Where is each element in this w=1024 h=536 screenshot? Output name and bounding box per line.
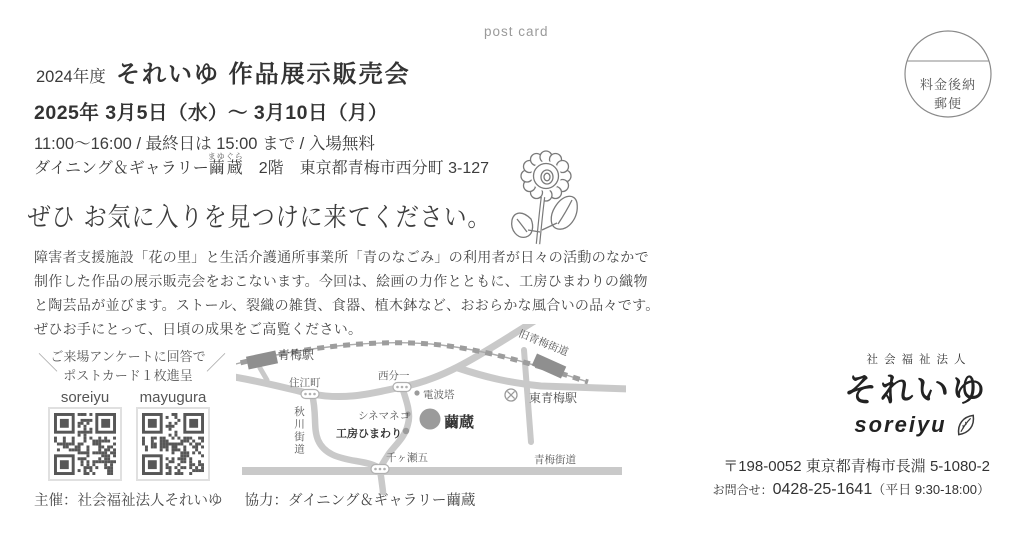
qr-code-soreiyu [48,407,122,481]
credit-cooperation: 協力：ダイニング＆ギャラリー繭蔵 [244,493,476,509]
stamp-text-line2: 郵便 [933,96,963,111]
kobo-himawari-dot [403,428,409,434]
venue-address: 2階 東京都青梅市西分町 3-127 [242,160,490,177]
access-map [236,324,626,500]
map-label-nishibun: 西分一 [378,370,410,382]
paragraph-line: と陶芸品が並びます。ストール、裂織の雑貨、食器、植木鉢など、おおらかな風合いの品々です。 [34,297,660,313]
org-contact-line [713,479,990,499]
stamp-text-line1: 料金後納 [919,77,977,92]
org-romaji-row [841,412,991,438]
venue-gallery-name: ダイニング＆ギャラリー [34,160,209,177]
org-address: 〒198-0052 東京都青梅市長淵 5-1080-2 [723,458,990,475]
venue-furigana: まゆぐら [207,152,244,161]
event-year-label: 2024年度 [36,68,106,86]
ome-station-marker [246,351,278,370]
handwritten-invitation: ぜひ お気に入りを見つけに来てください。 [26,202,493,233]
credit-host: 主催：社会福祉法人それいゆ [34,493,223,509]
sunflower-illustration [506,140,582,250]
map-label-chigase5: 千ヶ瀬五 [386,452,428,464]
event-title: それいゆ 作品展示販売会 [116,61,411,88]
road-east [458,368,626,389]
contact-phone: 0428-25-1641 [772,481,873,498]
dempato-dot [414,390,419,395]
contact-hours: （平日 9:30-18:00） [872,482,990,497]
sunflower-center-inner [544,173,550,181]
event-date-line: 2025年 3月5日（水）～ 3月10日（月） [34,102,388,124]
paragraph-line: ぜひお手にとって、日頃の成果をご高覧ください。 [34,321,363,337]
leaf-icon [954,413,978,437]
mayugura-marker [420,409,441,430]
qr-code-mayugura [136,407,210,481]
survey-note [49,347,207,385]
org-type-label: 社会福祉法人 [866,354,972,366]
venue-kanji: 繭蔵 [207,160,244,177]
qr-label-soreiyu: soreiyu [60,389,110,406]
org-name: それいゆ [844,371,988,408]
event-time-line: 11:00～16:00 / 最終日は 15:00 まで / 入場無料 [34,135,375,153]
org-romaji-text: soreiyu [854,412,947,437]
map-label-higashi-ome-station: 東青梅駅 [529,391,578,405]
map-label-kobo-himawari: 工房ひまわり [336,428,402,440]
venue-ruby [207,152,244,177]
police-box-icon [505,389,517,401]
road-station-link [260,368,267,380]
survey-note-line2: ポストカード１枚進呈 [63,368,193,383]
qr-pattern [54,413,116,475]
map-label-ome-kaido: 青梅街道 [534,454,576,466]
event-venue-line [34,152,489,182]
qr-pattern [142,413,204,475]
postcard-type-label: post card [484,24,549,39]
map-label-dempato: 電波塔 [423,389,455,401]
map-label-kyu-ome-kaido: 旧青梅街道 [516,327,570,359]
contact-label: お問合せ： [712,483,773,497]
paragraph-line: 制作した作品の展示販売会をおこないます。今回は、絵画の力作とともに、工房ひまわりの織物 [34,273,648,289]
map-label-akigawa-kaido: 秋川街道 [293,406,305,456]
decoration-slash-left: ＼ [38,353,58,375]
map-label-ome-station: 青梅駅 [278,348,315,362]
postage-stamp [903,28,993,120]
map-label-suminoe: 住江町 [289,377,321,389]
decoration-slash-right: ／ [206,353,226,375]
survey-note-line1: ご来場アンケートに回答で [50,349,206,364]
qr-label-mayugura: mayugura [139,389,207,406]
map-label-cinemaneko: シネマネコ [358,410,411,422]
map-label-mayugura: 繭蔵 [444,414,475,431]
paragraph-line: 障害者支援施設「花の里」と生活介護通所事業所「青のなごみ」の利用者が日々の活動のなかで [34,249,649,265]
